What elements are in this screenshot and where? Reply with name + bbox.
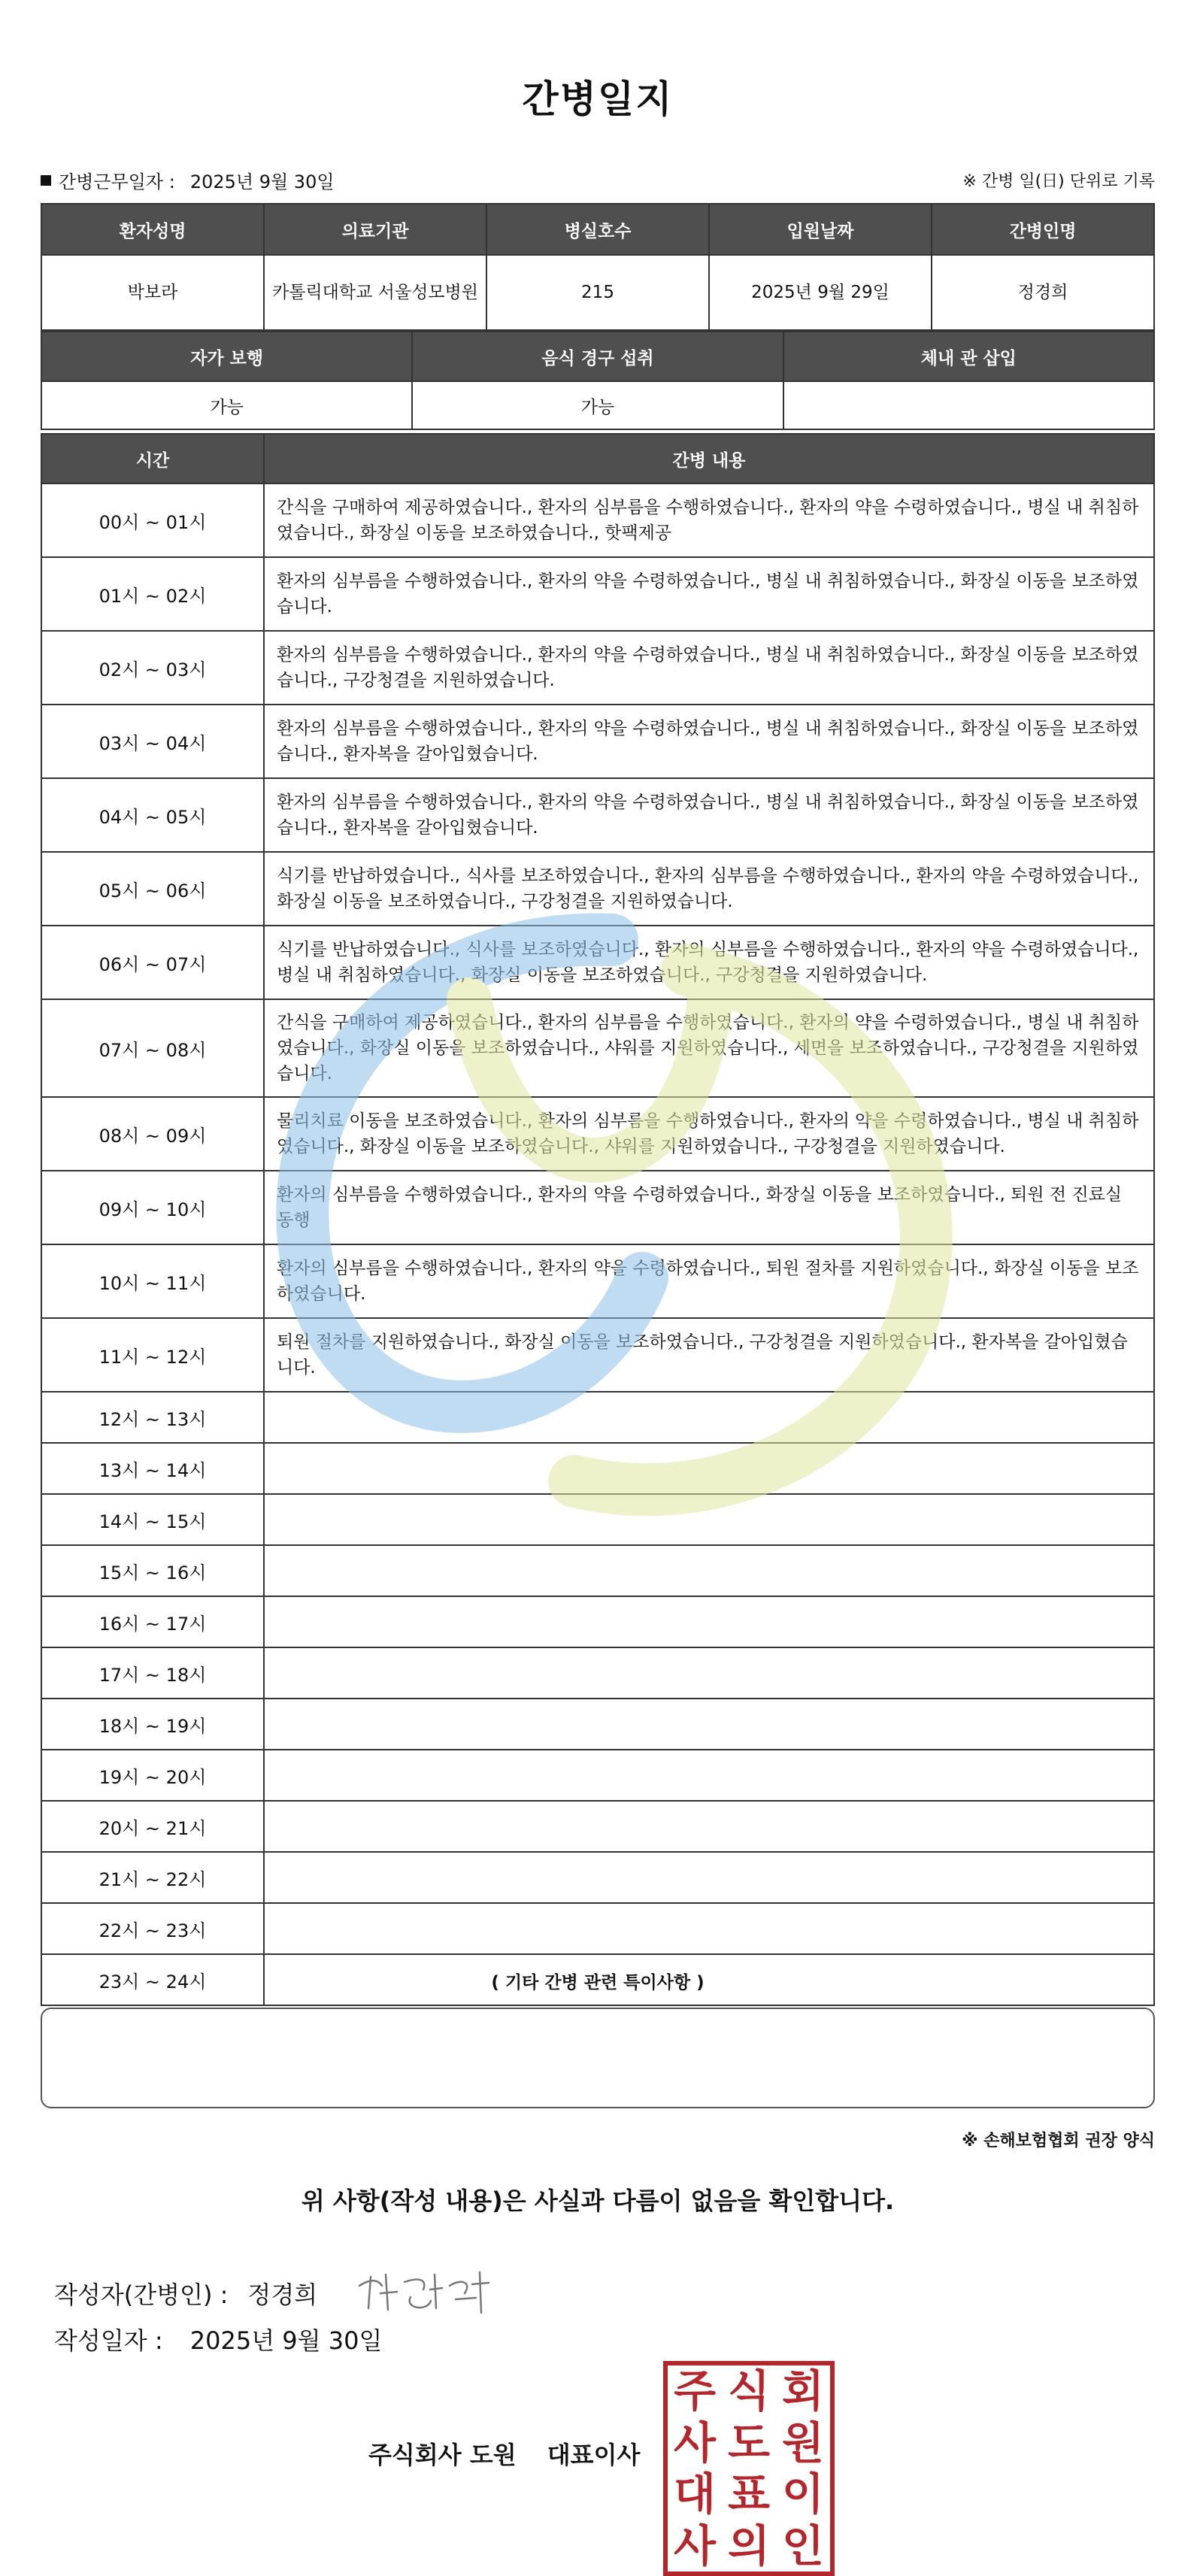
header-self-walking: 자가 보행 [41,332,412,381]
log-time: 04시 ~ 05시 [41,778,264,852]
seal-character: 인 [781,2520,825,2571]
seal-character: 사 [673,2520,717,2571]
log-time: 05시 ~ 06시 [41,852,264,926]
log-content: 식기를 반납하였습니다., 식사를 보조하였습니다., 환자의 심부름을 수행하였습니다., 환자의 약을 수령하였습니다., 병실 내 취침하였습니다., 화장실 이동을 보조하였습니다., 구강청결을 지원하였습니다. [264,926,1154,999]
log-content: 환자의 심부름을 수행하였습니다., 환자의 약을 수령하였습니다., 퇴원 절차를 지원하였습니다., 화장실 이동을 보조하였습니다. [264,1244,1154,1318]
header-oral-intake: 음식 경구 섭취 [412,332,783,381]
log-content: 환자의 심부름을 수행하였습니다., 환자의 약을 수령하였습니다., 병실 내 취침하였습니다., 화장실 이동을 보조하였습니다., 구강청결을 지원하였습니다. [264,631,1154,705]
table-row [41,1244,1154,1318]
log-time: 06시 ~ 07시 [41,926,264,999]
document-title: 간병일지 [522,77,674,121]
patient-status-table [41,331,1155,430]
log-time: 07시 ~ 08시 [41,999,264,1097]
log-content: 환자의 심부름을 수행하였습니다., 환자의 약을 수령하였습니다., 화장실 이동을 보조하였습니다., 퇴원 전 진료실 동행 [264,1171,1154,1244]
table-row [41,1699,1154,1750]
log-time: 19시 ~ 20시 [41,1750,264,1801]
log-time: 21시 ~ 22시 [41,1852,264,1903]
patient-info-table [41,203,1155,331]
seal-character: 의 [727,2520,771,2571]
table-row [41,1903,1154,1954]
log-time: 15시 ~ 16시 [41,1545,264,1596]
log-time: 16시 ~ 17시 [41,1596,264,1647]
hourly-care-log-table [41,433,1155,2006]
log-content: 환자의 심부름을 수행하였습니다., 환자의 약을 수령하였습니다., 병실 내 취침하였습니다., 화장실 이동을 보조하였습니다., 환자복을 갈아입혔습니다. [264,705,1154,778]
work-date-line [41,167,335,193]
admission-date: 2025년 9월 29일 [709,255,932,330]
write-date-label: 작성일자 : [54,2326,163,2355]
log-time: 18시 ~ 19시 [41,1699,264,1750]
company-line [368,2436,640,2471]
header-hospital: 의료기관 [264,204,486,255]
writer-label: 작성자(간병인) : [54,2281,229,2309]
caregiver-name: 정경희 [932,255,1154,330]
log-time: 22시 ~ 23시 [41,1903,264,1954]
oral-intake-value: 가능 [412,381,783,429]
log-rows [41,483,1154,2005]
log-time: 08시 ~ 09시 [41,1097,264,1171]
unit-note: ※ 간병 일(日) 단위로 기록 [962,172,1155,191]
log-time: 17시 ~ 18시 [41,1647,264,1699]
log-content: 환자의 심부름을 수행하였습니다., 환자의 약을 수령하였습니다., 병실 내 취침하였습니다., 화장실 이동을 보조하였습니다. [264,557,1154,631]
table-row [41,1852,1154,1903]
log-content [264,1750,1154,1801]
seal-character: 대 [673,2468,717,2520]
log-time: 00시 ~ 01시 [41,483,264,557]
handwritten-signature-icon [352,2263,502,2323]
work-date-value: 2025년 9월 30일 [189,171,335,192]
table-row [41,999,1154,1097]
header-room: 병실호수 [486,204,709,255]
log-content: 간식을 구매하여 제공하였습니다., 환자의 심부름을 수행하였습니다., 환자의 약을 수령하였습니다., 병실 내 취침하였습니다., 화장실 이동을 보조하였습니다., 샤워를 지원하였습니다., 세면을 보조하였습니다., 구강청결을 지원하였습니다. [264,999,1154,1097]
seal-character: 원 [781,2417,825,2468]
header-care-content: 간병 내용 [264,434,1154,483]
self-walking-value: 가능 [41,381,412,429]
log-content [264,1545,1154,1596]
table-row [41,1392,1154,1443]
hospital-name: 카톨릭대학교 서울성모병원 [264,255,486,330]
special-notes-box [41,2008,1155,2108]
log-content [264,1443,1154,1494]
table-row [41,1801,1154,1852]
table-row [41,1097,1154,1171]
header-admission-date: 입원날짜 [709,204,932,255]
patient-name: 박보라 [41,255,264,330]
table-row [41,1545,1154,1596]
writer-name: 정경희 [247,2281,318,2309]
seal-character: 주 [673,2365,717,2417]
company-role: 대표이사 [547,2441,641,2469]
writer-line [54,2263,502,2323]
company-name: 주식회사 도원 [368,2441,517,2469]
log-content: 식기를 반납하였습니다., 식사를 보조하였습니다., 환자의 심부름을 수행하였습니다., 환자의 약을 수령하였습니다., 화장실 이동을 보조하였습니다., 구강청결을 지원하였습니다. [264,852,1154,926]
log-time: 23시 ~ 24시 [41,1954,264,2005]
log-time: 14시 ~ 15시 [41,1494,264,1545]
table-row [41,483,1154,557]
log-time: 13시 ~ 14시 [41,1443,264,1494]
table-row [41,852,1154,926]
log-content: 물리치료 이동을 보조하였습니다., 환자의 심부름을 수행하였습니다., 환자의 약을 수령하였습니다., 병실 내 취침하였습니다., 화장실 이동을 보조하였습니다., 샤워를 지원하였습니다., 구강청결을 지원하였습니다. [264,1097,1154,1171]
table-row [41,705,1154,778]
log-content: 퇴원 절차를 지원하였습니다., 화장실 이동을 보조하였습니다., 구강청결을 지원하였습니다., 환자복을 갈아입혔습니다. [264,1318,1154,1392]
log-content [264,1647,1154,1699]
log-time: 11시 ~ 12시 [41,1318,264,1392]
seal-character: 표 [727,2468,771,2520]
seal-character: 식 [727,2365,771,2417]
log-time: 12시 ~ 13시 [41,1392,264,1443]
seal-character: 회 [781,2365,825,2417]
log-content [264,1494,1154,1545]
table-row [41,1318,1154,1392]
header-caregiver: 간병인명 [932,204,1154,255]
log-time: 01시 ~ 02시 [41,557,264,631]
table-row [41,1171,1154,1244]
log-content [264,1903,1154,1954]
room-number: 215 [486,255,709,330]
tube-insertion-value [783,381,1154,429]
header-tube-insertion: 체내 관 삽입 [783,332,1154,381]
log-content [264,1596,1154,1647]
log-content [264,1801,1154,1852]
seal-character: 도 [727,2417,771,2468]
square-bullet-icon [41,175,51,186]
table-row [41,1750,1154,1801]
log-time: 03시 ~ 04시 [41,705,264,778]
log-content: 환자의 심부름을 수행하였습니다., 환자의 약을 수령하였습니다., 병실 내 취침하였습니다., 화장실 이동을 보조하였습니다., 환자복을 갈아입혔습니다. [264,778,1154,852]
log-content [264,1852,1154,1903]
table-row [41,1647,1154,1699]
header-time: 시간 [41,434,264,483]
work-date-label: 간병근무일자 : [59,171,175,192]
log-time: 09시 ~ 10시 [41,1171,264,1244]
table-row [41,1596,1154,1647]
log-time: 02시 ~ 03시 [41,631,264,705]
table-row [41,1443,1154,1494]
log-content: 간식을 구매하여 제공하였습니다., 환자의 심부름을 수행하였습니다., 환자의 약을 수령하였습니다., 병실 내 취침하였습니다., 화장실 이동을 보조하였습니다., 핫팩제공 [264,483,1154,557]
log-content [264,1392,1154,1443]
table-row [41,631,1154,705]
table-row [41,778,1154,852]
table-row [41,1494,1154,1545]
association-note: ※ 손해보험협회 권장 양식 [962,2132,1155,2150]
log-time: 10시 ~ 11시 [41,1244,264,1318]
log-time: 20시 ~ 21시 [41,1801,264,1852]
log-content [264,1699,1154,1750]
write-date-line [54,2322,382,2356]
table-row [41,926,1154,999]
write-date-value: 2025년 9월 30일 [189,2326,383,2355]
table-row [41,557,1154,631]
seal-character: 사 [673,2417,717,2468]
seal-character: 이 [781,2468,825,2520]
confirmation-statement: 위 사항(작성 내용)은 사실과 다름이 없음을 확인합니다. [301,2187,895,2215]
special-notes-title: ( 기타 간병 관련 특이사항 ) [491,1973,705,1993]
company-seal-stamp [663,2361,835,2576]
header-patient-name: 환자성명 [41,204,264,255]
